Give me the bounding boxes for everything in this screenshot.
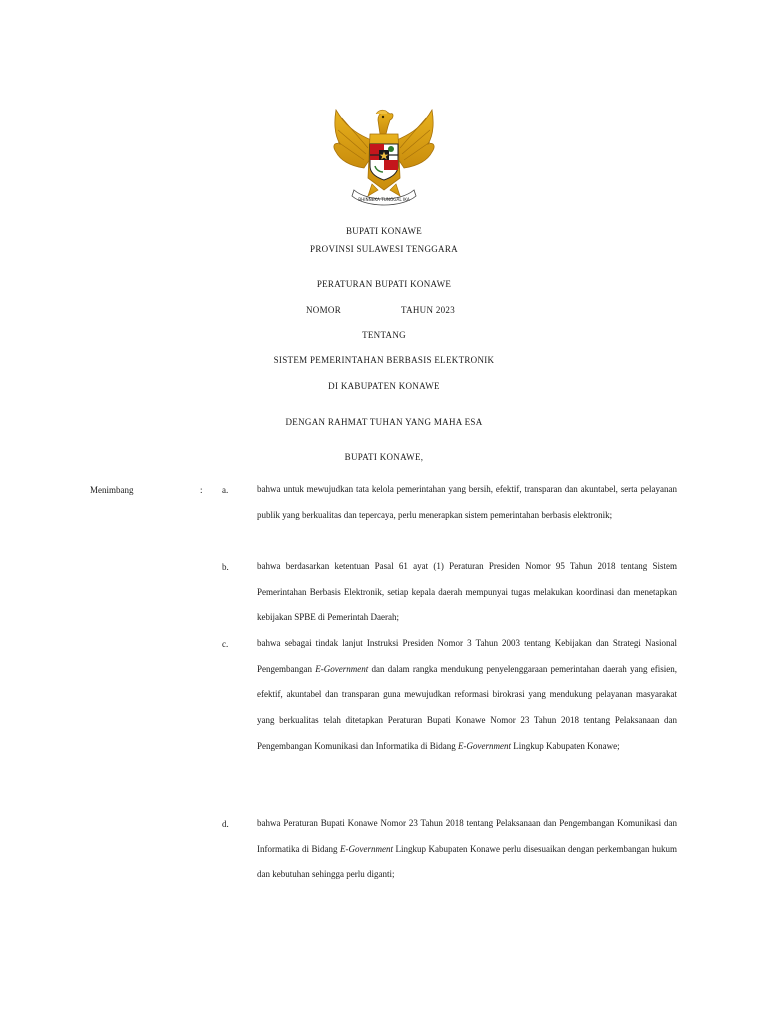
considerations-label: Menimbang [90, 485, 134, 495]
item-c-italic-2: E-Government [457, 740, 511, 751]
item-d-text-2: Lingkup Kabupaten Konawe perlu disesuaikan dengan perkembangan hukum dan kebutuhan sehingga perlu diganti; [257, 843, 677, 880]
item-letter-c: c. [222, 639, 229, 649]
item-c-text-3: Lingkup Kabupaten Konawe; [510, 740, 620, 751]
regulation-year: TAHUN 2023 [401, 305, 456, 315]
svg-text:BHINNEKA TUNGGAL IKA: BHINNEKA TUNGGAL IKA [358, 197, 410, 202]
preamble-line: DENGAN RAHMAT TUHAN YANG MAHA ESA [285, 417, 483, 427]
consideration-item-c [257, 631, 677, 760]
authority-line: BUPATI KONAWE, [344, 452, 424, 462]
regulation-number-label: NOMOR [306, 305, 342, 315]
item-d-text-1: bahwa Peraturan Bupati Konawe Nomor 23 Tahun 2018 tentang Pelaksanaan dan Pengembangan Komunikasi dan Informatika di Bidang [257, 818, 677, 854]
item-d-italic-1: E-Government [340, 843, 393, 854]
about-label: TENTANG [362, 330, 406, 340]
regulation-type: PERATURAN BUPATI KONAWE [316, 279, 452, 289]
regulation-title-line-1: SISTEM PEMERINTAHAN BERBASIS ELEKTRONIK [273, 355, 495, 365]
item-letter-b: b. [222, 562, 229, 572]
consideration-item-d [257, 811, 677, 888]
considerations-colon: : [200, 485, 203, 495]
item-letter-a: a. [222, 485, 229, 495]
item-c-text-2: dan dalam rangka mendukung penyelenggaraan pemerintahan daerah yang efisien, efektif, akuntabel dan transparan guna mewujudkan reformasi birokrasi yang mendukung pelayanan masyarakat yang berkualitas telah ditetapkan Peraturan Bupati Konawe Nomor 23 Tahun 2018 tentang Pelaksanaan dan Pengembangan Komunikasi dan Informatika di Bidang [257, 663, 678, 751]
regulation-title-line-2: DI KABUPATEN KONAWE [328, 381, 440, 391]
item-c-italic-1: E-Government [315, 663, 369, 674]
consideration-item-a: bahwa untuk mewujudkan tata kelola pemerintahan yang bersih, efektif, transparan dan akuntabel, serta pelayanan publik yang berkualitas dan tepercaya, perlu menerapkan sistem pemerintahan berbasis elektronik; [257, 484, 677, 520]
garuda-pancasila-emblem-icon [328, 104, 440, 210]
issuer-heading: BUPATI KONAWE [345, 226, 423, 236]
item-letter-d: d. [222, 819, 229, 829]
province-heading: PROVINSI SULAWESI TENGGARA [310, 244, 458, 254]
consideration-item-b: bahwa berdasarkan ketentuan Pasal 61 ayat (1) Peraturan Presiden Nomor 95 Tahun 2018 tentang Sistem Pemerintahan Berbasis Elektronik, setiap kepala daerah mempunyai tugas melakukan koordinasi dan menetapkan kebijakan SPBE di Pemerintah Daerah; [257, 561, 677, 623]
item-c-text-1: bahwa sebagai tindak lanjut Instruksi Presiden Nomor 3 Tahun 2003 tentang Kebijakan dan Strategi Nasional Pengembangan [257, 638, 677, 674]
